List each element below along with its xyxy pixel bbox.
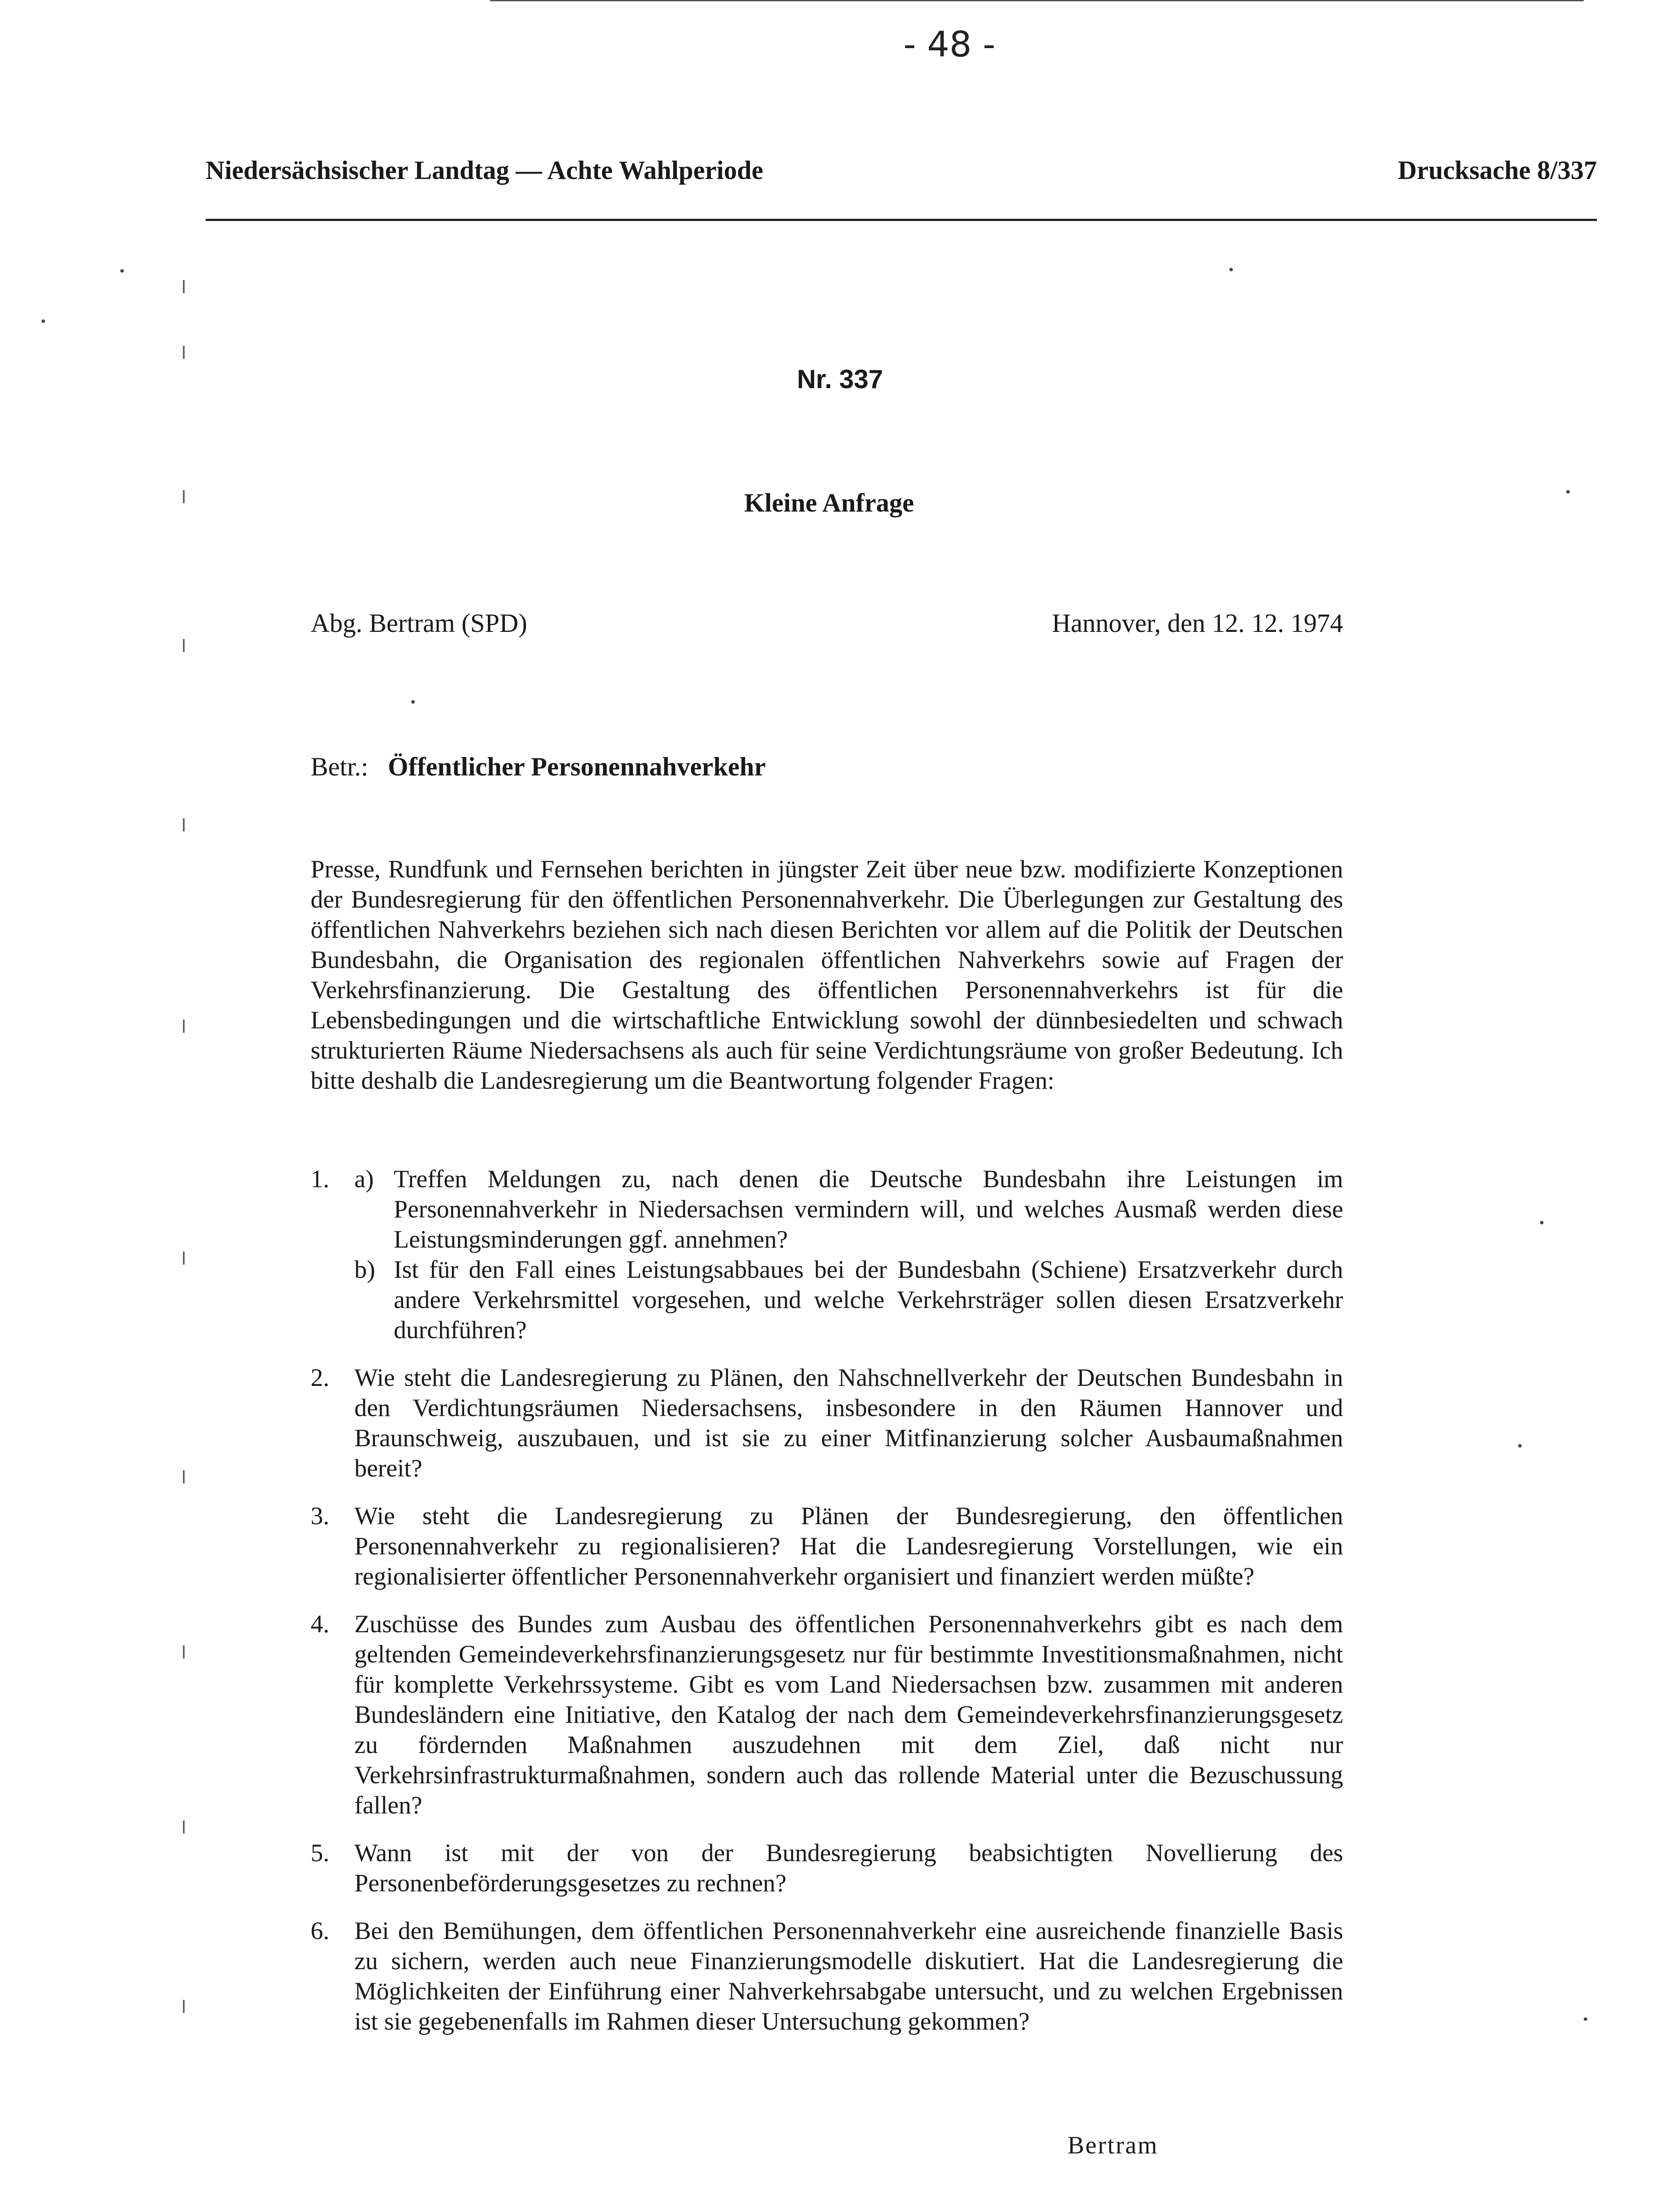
scan-speck (1540, 1221, 1544, 1224)
scan-speck (183, 1645, 185, 1659)
author: Abg. Bertram (SPD) (311, 609, 527, 638)
question-text: Zuschüsse des Bundes zum Ausbau des öffentlichen Personennahverkehrs gibt es nach dem geltenden Gemeindeverkehrsfinanzierungsgesetz nur für bestimmte Investitionsmaßnahmen, nicht für komplette Verkehrssysteme. Gibt es vom Land Niedersachsen bzw. zusammen mit anderen Bundesländern eine Initiative, den Katalog der nach dem Gemeindeverkehrsfinanzierungsgesetz zu fördernden Maßnahmen auszudehnen mit dem Ziel, daß nicht nur Verkehrsinfrastrukturmaßnahmen, sondern auch das rollende Material unter die Bezuschussung fallen? (354, 1610, 1343, 1819)
question-2 (311, 1363, 1343, 1483)
subject-text: Öffentlicher Personennahverkehr (388, 752, 766, 781)
scan-speck (411, 700, 415, 704)
scan-speck (183, 346, 185, 359)
question-1a (354, 1164, 1343, 1255)
scan-speck (183, 639, 185, 652)
document-header (206, 155, 1597, 195)
question-1 (311, 1164, 1343, 1345)
header-institution: Niedersächsischer Landtag — Achte Wahlperiode (206, 156, 763, 185)
sub-question-label: b) (354, 1256, 375, 1283)
scan-speck (183, 490, 185, 503)
sub-question-text: Ist für den Fall eines Leistungsabbaues bei der Bundesbahn (Schiene) Ersatzverkehr durch andere Verkehrsmittel vorgesehen, und welche Verkehrsträger sollen diesen Ersatzverkehr durchführen? (394, 1256, 1343, 1344)
scan-speck (1584, 2017, 1587, 2021)
place-date: Hannover, den 12. 12. 1974 (1052, 609, 1343, 638)
subject-label: Betr.: (311, 752, 368, 781)
question-5 (311, 1838, 1343, 1898)
page-number: - 48 - (903, 24, 996, 65)
sub-question-text: Treffen Meldungen zu, nach denen die Deutsche Bundesbahn ihre Leistungen im Personennahverkehr in Niedersachsen vermindern will, und welches Ausmaß werden diese Leistungsminderungen ggf. annehmen? (394, 1165, 1343, 1253)
question-6 (311, 1916, 1343, 2037)
signature: Bertram (1068, 2132, 1158, 2159)
document-number: Nr. 337 (797, 365, 883, 394)
header-drucksache: Drucksache 8/337 (1398, 156, 1597, 185)
scan-speck (183, 818, 185, 831)
header-divider (206, 219, 1597, 221)
scan-speck (183, 1020, 185, 1033)
scan-speck (183, 1252, 185, 1265)
question-number: 3. (311, 1502, 329, 1530)
scan-speck (1518, 1444, 1522, 1448)
question-number: 2. (311, 1364, 329, 1392)
question-text: Bei den Bemühungen, dem öffentlichen Personennahverkehr eine ausreichende finanzielle Basis zu sichern, werden auch neue Finanzierungsmodelle diskutiert. Hat die Landesregierung die Möglichkeiten der Einführung einer Nahverkehrsabgabe untersucht, und zu welchen Ergebnissen ist sie gegebenenfalls im Rahmen dieser Untersuchung gekommen? (354, 1917, 1343, 2035)
question-number: 4. (311, 1610, 329, 1638)
scan-speck (42, 319, 45, 323)
document-type: Kleine Anfrage (744, 488, 914, 517)
question-number: 5. (311, 1839, 329, 1867)
subject-line (311, 752, 766, 782)
question-number: 1. (311, 1165, 329, 1193)
scan-speck (183, 2000, 185, 2013)
question-text: Wie steht die Landesregierung zu Plänen der Bundesregierung, den öffentlichen Personennahverkehr zu regionalisieren? Hat die Landesregierung Vorstellungen, wie ein regionalisierter öffentlicher Personennahverkehr organisiert und finanziert werden müßte? (354, 1502, 1343, 1590)
scan-speck (183, 1820, 185, 1834)
scan-speck (1229, 268, 1233, 271)
question-number: 6. (311, 1917, 329, 1945)
question-3 (311, 1501, 1343, 1592)
sub-question-label: a) (354, 1165, 374, 1193)
intro-paragraph: Presse, Rundfunk und Fernsehen berichten in jüngster Zeit über neue bzw. modifizierte Konzeptionen der Bundesregierung für den öffentlichen Personennahverkehr. Die Überlegungen zur Gestaltung des öffentlichen Nahverkehrs beziehen sich nach diesen Berichten vor allem auf die Politik der Deutschen Bundesbahn, die Organisation des regionalen öffentlichen Nahverkehrs sowie auf Fragen der Verkehrsfinanzierung. Die Gestaltung des öffentlichen Personennahverkehrs ist für die Lebensbedingungen und die wirtschaftliche Entwicklung sowohl der dünnbesiedelten und schwach strukturierten Räume Niedersachsens als auch für seine Verdichtungsräume von großer Bedeutung. Ich bitte deshalb die Landesregierung um die Beantwortung folgender Fragen: (311, 856, 1343, 1094)
question-4 (311, 1609, 1343, 1820)
scan-speck (183, 1470, 185, 1483)
question-1b (354, 1255, 1343, 1345)
scan-speck (183, 280, 185, 293)
scan-top-rule (490, 0, 1584, 1)
question-text: Wann ist mit der von der Bundesregierung beabsichtigten Novellierung des Personenbeförderungsgesetzes zu rechnen? (354, 1839, 1343, 1897)
scan-speck (120, 269, 124, 273)
scan-speck (1566, 490, 1570, 494)
question-text: Wie steht die Landesregierung zu Plänen, den Nahschnellverkehr der Deutschen Bundesbahn in den Verdichtungsräumen Niedersachsens, insbesondere in den Räumen Hannover und Braunschweig, auszubauen, und ist sie zu einer Mitfinanzierung solcher Ausbaumaßnahmen bereit? (354, 1364, 1343, 1482)
question-list (311, 1164, 1343, 2054)
